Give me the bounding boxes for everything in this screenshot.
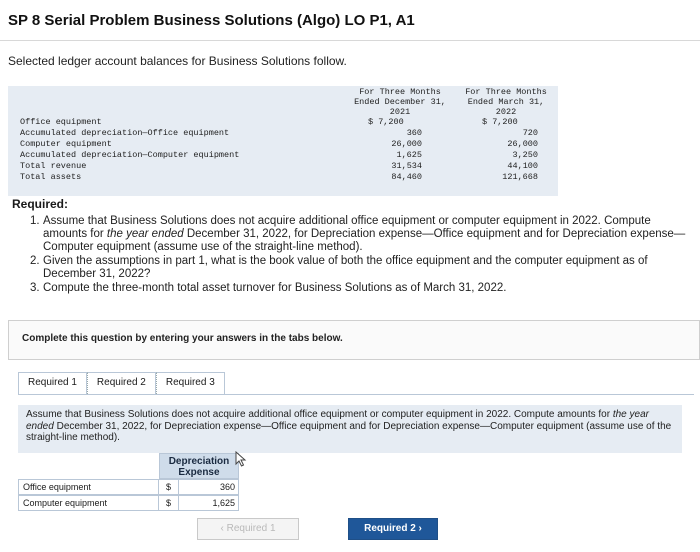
ledger-value-2021: 26,000 <box>391 139 422 149</box>
ledger-value-2021: $ 7,200 <box>368 117 404 127</box>
required-item-number: 2. <box>30 255 40 267</box>
ledger-value-2021: 360 <box>406 128 422 138</box>
ledger-value-2021: 31,534 <box>391 161 422 171</box>
ledger-value-2022: 26,000 <box>507 139 538 149</box>
intro-text: Selected ledger account balances for Business Solutions follow. <box>8 54 347 68</box>
next-required-button[interactable]: Required 2 › <box>348 518 438 540</box>
required-item-text: Compute the three-month total asset turnover for Business Solutions as of March 31, 2022. <box>43 282 507 294</box>
answer-row-office <box>18 479 239 495</box>
tab-required-1[interactable]: Required 1 <box>18 372 87 394</box>
ledger-value-2022: 3,250 <box>512 150 538 160</box>
ledger-value-2022: 44,100 <box>507 161 538 171</box>
ledger-row-label: Computer equipment <box>20 139 112 149</box>
dollar-sign: $ <box>159 479 179 495</box>
ledger-row-label: Accumulated depreciation—Computer equipment <box>20 150 240 160</box>
tab-required-3[interactable]: Required 3 <box>156 372 225 394</box>
required-item-number: 1. <box>30 215 40 227</box>
depreciation-expense-header: Depreciation Expense <box>159 453 239 479</box>
ledger-value-2022: 720 <box>522 128 538 138</box>
page-title: SP 8 Serial Problem Business Solutions (Algo) LO P1, A1 <box>8 12 415 29</box>
answer-row-computer <box>18 495 239 511</box>
tab-required-2[interactable]: Required 2 <box>87 372 156 394</box>
previous-required-button[interactable]: ‹ Required 1 <box>197 518 299 540</box>
ledger-table <box>8 86 558 196</box>
required-item-3 <box>30 282 695 295</box>
required-item-number: 3. <box>30 282 40 294</box>
title-divider <box>0 40 700 41</box>
required-heading: Required: <box>12 197 69 211</box>
required-item-1 <box>30 215 695 254</box>
computer-equipment-expense-input[interactable]: 1,625 <box>179 495 239 511</box>
ledger-row-label: Office equipment <box>20 117 102 127</box>
instruction-italic: the year ended <box>26 409 649 432</box>
instruction-text-part: Assume that Business Solutions does not acquire additional office equipment or computer equipment in 2022. Compute amounts for <box>26 409 613 420</box>
instruction-text <box>26 409 676 444</box>
ledger-value-2022: 121,668 <box>502 172 538 182</box>
required-list <box>30 215 695 296</box>
complete-question-text: Complete this question by entering your answers in the tabs below. <box>22 333 343 344</box>
office-equipment-expense-input[interactable]: 360 <box>179 479 239 495</box>
ledger-col1-header: For Three Months Ended December 31, 2021 <box>354 87 446 117</box>
mouse-cursor-icon <box>234 451 248 467</box>
answer-row-label: Office equipment <box>18 479 159 495</box>
ledger-value-2021: 84,460 <box>391 172 422 182</box>
ledger-value-2021: 1,625 <box>396 150 422 160</box>
ledger-row-label: Total assets <box>20 172 82 182</box>
dollar-sign: $ <box>159 495 179 511</box>
required-item-text: Given the assumptions in part 1, what is the book value of both the office equipment and the computer equipment as of December 31, 2022? <box>43 255 648 280</box>
required-item-text: Assume that Business Solutions does not acquire additional office equipment or computer equipment in 2022. Compute amounts for <box>43 215 651 240</box>
ledger-row-label: Total revenue <box>20 161 87 171</box>
tab-bar <box>18 372 225 394</box>
answer-row-label: Computer equipment <box>18 495 159 511</box>
required-item-italic: the year ended <box>106 228 184 240</box>
ledger-row-label: Accumulated depreciation—Office equipment <box>20 128 230 138</box>
ledger-col2-header: For Three Months Ended March 31, 2022 <box>465 87 547 117</box>
instruction-text-part: December 31, 2022, for Depreciation expense—Office equipment and for Depreciation expense—Computer equipment (assume use of the straight-line method). <box>26 420 672 443</box>
required-item-text: December 31, 2022, for Depreciation expense—Office equipment and for Depreciation expense—Computer equipment (assume use of the straight-line method). <box>43 228 686 253</box>
required-item-2 <box>30 255 695 281</box>
ledger-value-2022: $ 7,200 <box>482 117 518 127</box>
